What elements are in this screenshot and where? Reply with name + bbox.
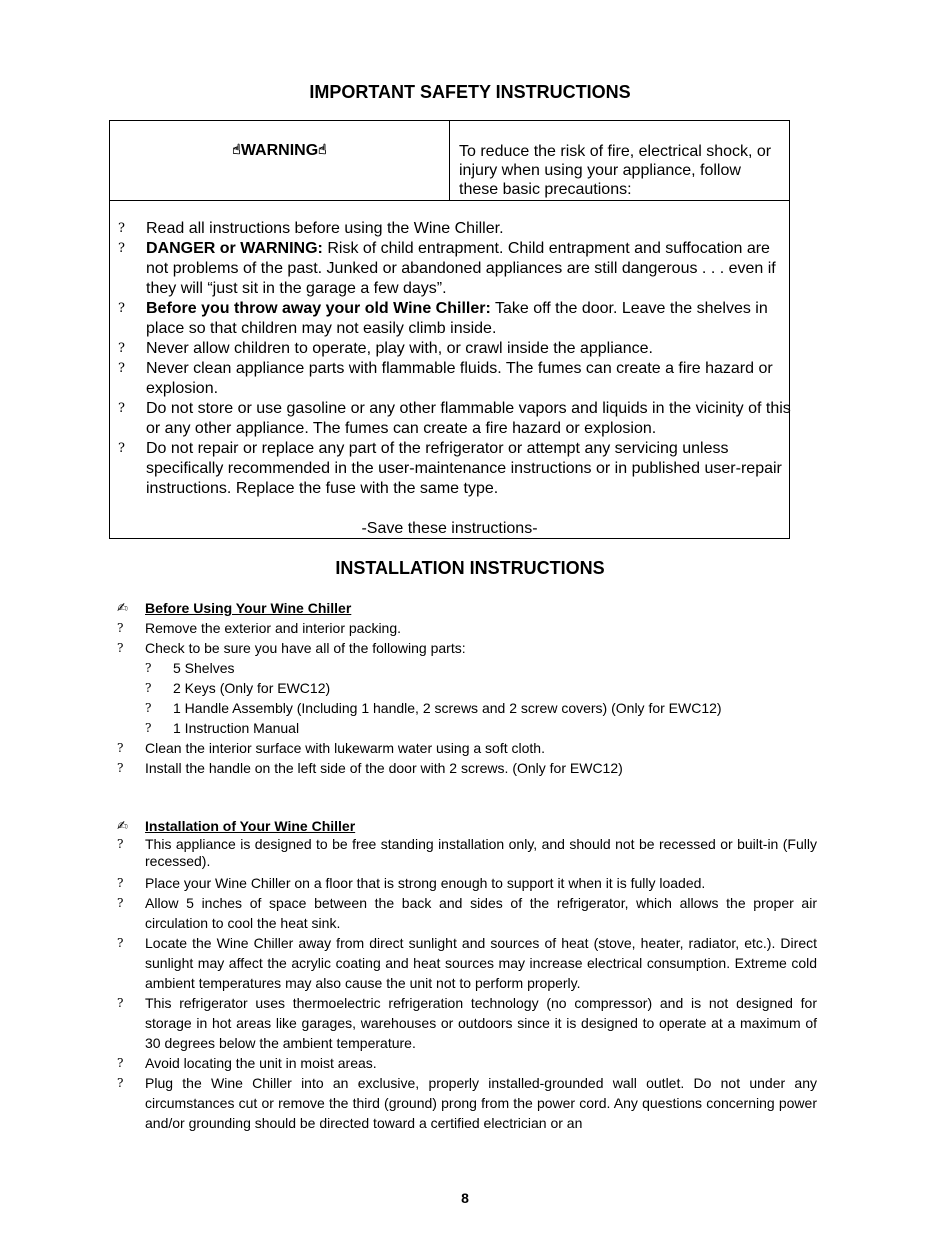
- bullet-marker: ?: [118, 221, 125, 236]
- list-item: [117, 738, 817, 758]
- list-item: [117, 618, 817, 638]
- bullet-marker: ?: [117, 761, 124, 775]
- section-heading: [117, 598, 817, 618]
- item-text: Install the handle on the left side of the door with 2 screws. (Only for EWC12): [145, 760, 623, 776]
- rule-text: Take off the door. Leave the shelves in place so that children may not easily climb inside.: [146, 300, 768, 337]
- parts-list-item: [117, 658, 817, 678]
- bullet-marker: ?: [117, 621, 124, 635]
- item-text: Place your Wine Chiller on a floor that is strong enough to support it when it is fully loaded.: [145, 875, 706, 891]
- item-text: 2 Keys (Only for EWC12): [173, 680, 331, 696]
- warning-label: WARNING: [240, 142, 319, 159]
- section-heading-text: Installation of Your Wine Chiller: [145, 818, 356, 834]
- rule-text: Read all instructions before using the Wine Chiller.: [146, 220, 504, 237]
- bullet-marker: ?: [145, 721, 152, 735]
- bullet-marker: ?: [117, 936, 124, 950]
- rule-text: Do not repair or replace any part of the refrigerator or attempt any servicing unless specifically recommended in the user-maintenance instructions or in published user-repair instructions. Replace the fuse with the same type.: [146, 440, 782, 497]
- bullet-marker: ?: [117, 837, 124, 851]
- rule-text: Risk of child entrapment. Child entrapment and suffocation are not problems of the past. Junked or abandoned appliances are still dangerous . . . even if they will “just sit in the garage a few days”.: [146, 240, 776, 297]
- installation-title: INSTALLATION INSTRUCTIONS: [335, 558, 605, 578]
- item-text: Allow 5 inches of space between the back and sides of the refrigerator, which allows the proper air circulation to cool the heat sink.: [145, 895, 817, 931]
- list-item: [117, 836, 817, 870]
- item-text: 5 Shelves: [173, 660, 235, 676]
- safety-rule: [110, 439, 791, 499]
- bullet-marker: ?: [118, 301, 125, 316]
- bullet-marker: ?: [117, 876, 124, 890]
- list-item: [117, 873, 817, 893]
- safety-title: IMPORTANT SAFETY INSTRUCTIONS: [309, 82, 631, 102]
- bullet-marker: ?: [145, 701, 152, 715]
- writing-hand-icon: ✍︎: [117, 600, 128, 615]
- bullet-marker: ?: [118, 401, 125, 416]
- section-heading-text: Before Using Your Wine Chiller: [145, 600, 352, 616]
- list-item: [117, 993, 817, 1053]
- safety-rule: [110, 359, 791, 399]
- warning-hand-icon: ☝︎: [318, 141, 327, 157]
- section-heading: [117, 816, 817, 836]
- bullet-marker: ?: [118, 341, 125, 356]
- bullet-marker: ?: [117, 1056, 124, 1070]
- item-text: Avoid locating the unit in moist areas.: [145, 1055, 377, 1071]
- warning-row: [110, 121, 789, 201]
- bullet-marker: ?: [118, 361, 125, 376]
- safety-rule-list: [110, 219, 791, 499]
- bullet-marker: ?: [117, 896, 124, 910]
- bullet-marker: ?: [117, 1076, 124, 1090]
- safety-rule: [110, 239, 791, 299]
- warning-text: To reduce the risk of fire, electrical shock, or injury when using your appliance, follow these basic precautions:: [459, 143, 772, 198]
- item-text: Clean the interior surface with lukewarm water using a soft cloth.: [145, 740, 545, 756]
- before-using-section: [117, 598, 817, 778]
- item-text: 1 Handle Assembly (Including 1 handle, 2 screws and 2 screw covers) (Only for EWC12): [173, 700, 722, 716]
- list-item: [117, 893, 817, 933]
- list-item: [117, 758, 817, 778]
- bullet-marker: ?: [117, 996, 124, 1010]
- bullet-marker: ?: [117, 741, 124, 755]
- list-item: [117, 1053, 817, 1073]
- installation-section: [117, 816, 817, 1133]
- safety-box: [109, 120, 790, 539]
- warning-hand-icon: ☝︎: [232, 141, 241, 157]
- rule-text: Never clean appliance parts with flammable fluids. The fumes can create a fire hazard or explosion.: [146, 360, 773, 397]
- parts-list-item: [117, 718, 817, 738]
- safety-rule: [110, 339, 791, 359]
- item-text: 1 Instruction Manual: [173, 720, 300, 736]
- page-number: 8: [461, 1190, 469, 1206]
- item-text: This refrigerator uses thermoelectric refrigeration technology (no compressor) and is not designed for storage in hot areas like garages, warehouses or outdoors since it is designed to operate at a maximum of 30 degrees below the ambient temperature.: [145, 995, 817, 1051]
- parts-list-item: [117, 678, 817, 698]
- safety-rule: [110, 219, 791, 239]
- rule-bold: DANGER or WARNING:: [146, 240, 323, 257]
- bullet-marker: ?: [145, 661, 152, 675]
- list-item: [117, 1073, 817, 1133]
- bullet-marker: ?: [118, 441, 125, 456]
- bullet-marker: ?: [117, 641, 124, 655]
- writing-hand-icon: ✍︎: [117, 818, 128, 833]
- parts-list-item: [117, 698, 817, 718]
- safety-rule: [110, 299, 791, 339]
- rule-text: Do not store or use gasoline or any other flammable vapors and liquids in the vicinity of this or any other appliance. The fumes can create a fire hazard or explosion.: [146, 400, 791, 437]
- rule-bold: Before you throw away your old Wine Chiller:: [146, 300, 491, 317]
- save-instructions-note: -Save these instructions-: [361, 520, 538, 537]
- item-text: Check to be sure you have all of the following parts:: [145, 640, 466, 656]
- warning-label-wrap: [110, 142, 449, 160]
- list-item: [117, 638, 817, 658]
- item-text: Plug the Wine Chiller into an exclusive, properly installed-grounded wall outlet. Do not under any circumstances cut or remove the third (ground) prong from the power cord. Any questions concerning power and/or grounding should be directed toward a certified electrician or an: [145, 1075, 817, 1131]
- item-text: This appliance is designed to be free standing installation only, and should not be recessed or built-in (Fully recessed).: [145, 836, 817, 869]
- safety-rule: [110, 399, 791, 439]
- item-text: Locate the Wine Chiller away from direct sunlight and sources of heat (stove, heater, radiator, etc.). Direct sunlight may affect the acrylic coating and heat sources may increase electrical consumption. Extreme cold ambient temperatures may also cause the unit not to perform properly.: [145, 935, 817, 991]
- list-item: [117, 933, 817, 993]
- warning-cell: [110, 121, 450, 200]
- rule-text: Never allow children to operate, play with, or crawl inside the appliance.: [146, 340, 653, 357]
- item-text: Remove the exterior and interior packing.: [145, 620, 402, 636]
- bullet-marker: ?: [145, 681, 152, 695]
- bullet-marker: ?: [118, 241, 125, 256]
